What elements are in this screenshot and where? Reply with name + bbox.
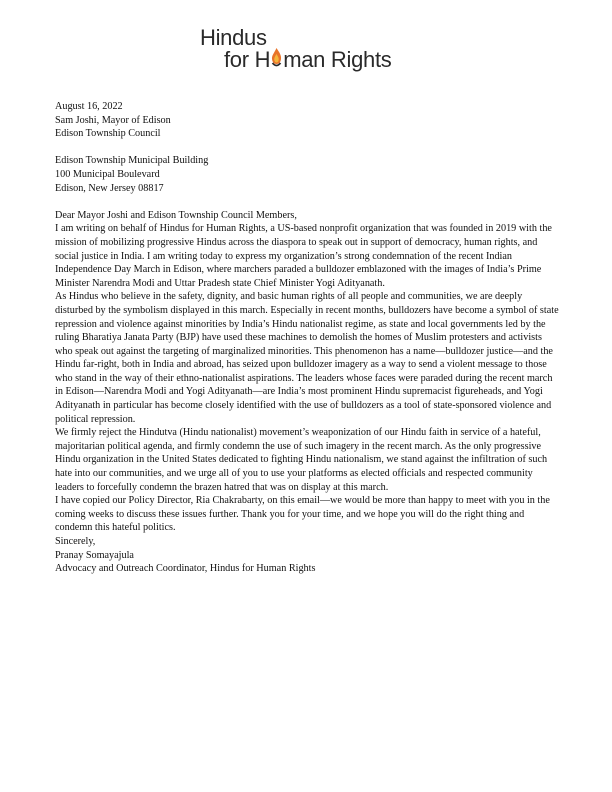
- flame-icon: [270, 49, 283, 69]
- address-line-1: Edison Township Municipal Building: [55, 155, 209, 167]
- logo-line-2: [224, 48, 391, 72]
- letter-body: [55, 100, 560, 576]
- paragraph-3: We firmly reject the Hindutva (Hindu nationalist) movement’s weaponization of our Hindu faith in service of a hateful, majoritarian political agenda, and firmly condemn the use of such imagery in the recent march. As the only progressive Hindu organization in the United States dedicated to fighting Hindu nationalism, we stand against the infiltration of such hate into our communities, and we urge all of you to use your platforms as elected officials and respected community leaders to forcefully condemn the brazen hatred that was on display at this march.: [55, 427, 548, 493]
- logo-line-2-end: man Rights: [283, 47, 392, 72]
- address-line-2: 100 Municipal Boulevard: [55, 168, 160, 180]
- logo-line-1: Hindus: [200, 25, 267, 50]
- logo-line-2-start: for H: [224, 47, 271, 72]
- paragraph-4: I have copied our Policy Director, Ria Chakrabarty, on this email—we would be more than happy to meet with you in the coming weeks to discuss these issues further. Thank you for your time, and we hope you will do the right thing and condemn this hateful politics.: [55, 495, 550, 534]
- signer-name: Pranay Somayajula: [55, 549, 134, 561]
- closing: Sincerely,: [55, 536, 96, 547]
- recipient-block: [55, 114, 560, 141]
- letter-date: August 16, 2022: [55, 101, 123, 112]
- salutation: Dear Mayor Joshi and Edison Township Council Members,: [55, 209, 297, 221]
- recipient-line-2: Edison Township Council: [55, 128, 161, 140]
- signer-title: Advocacy and Outreach Coordinator, Hindus for Human Rights: [55, 563, 316, 575]
- address-line-3: Edison, New Jersey 08817: [55, 182, 164, 194]
- signature-block: [55, 535, 560, 576]
- hindus-for-human-rights-logo: [200, 26, 420, 74]
- address-block: [55, 154, 560, 195]
- paragraph-2: As Hindus who believe in the safety, dignity, and basic human rights of all people and communities, we are deeply disturbed by the symbolism displayed in this march. Especially in recent months, bulldozers have become a symbol of state repression and violence against minorities by India’s Hindu nationalist regime, as state and local governments led by the ruling Bharatiya Janata Party (BJP) have used these machines to demolish the homes of Muslim protesters and activists who speak out against the targeting of marginalized minorities. This phenomenon has a name—bulldozer justice—and the Hindu far-right, both in India and abroad, has seized upon bulldozer imagery as a way to send a violent message to those who stand in the way of their ethno-nationalist aspirations. The leaders whose faces were paraded during the recent march in Edison—Narendra Modi and Yogi Adityanath—are India’s most prominent Hindu supremacist figureheads, and Yogi Adityanath in particular has become closely identified with the use of bulldozers as a tool of state-sponsored violence and political repression.: [55, 291, 559, 425]
- paragraph-1: I am writing on behalf of Hindus for Human Rights, a US-based nonprofit organization that was founded in 2019 with the mission of mobilizing progressive Hindus across the diaspora to speak out in support of democracy, human rights, and social justice in India. I am writing today to express my organization’s strong condemnation of the recent Indian Independence Day March in Edison, where marchers paraded a bulldozer emblazoned with the images of India’s Prime Minister Narendra Modi and Uttar Pradesh state Chief Minister Yogi Adityanath.: [55, 223, 552, 289]
- recipient-line-1: Sam Joshi, Mayor of Edison: [55, 114, 171, 126]
